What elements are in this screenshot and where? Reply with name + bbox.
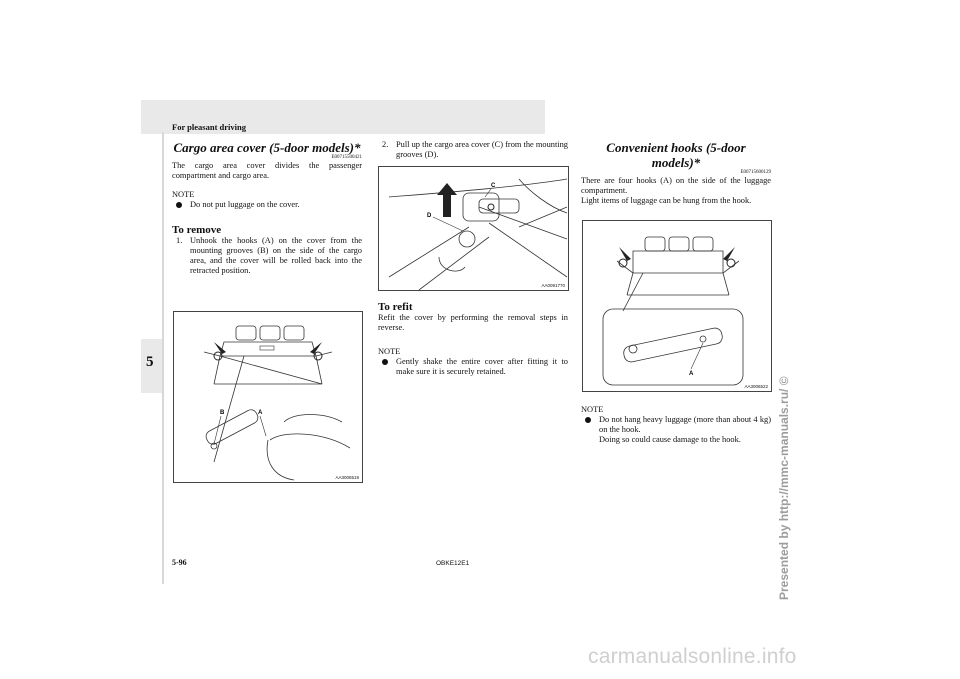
hooks-code: E00715600129 — [740, 170, 771, 175]
page-number: 5-96 — [172, 558, 187, 567]
hooks-title: Convenient hooks (5-door models)* — [606, 140, 746, 170]
bottom-watermark: carmanualsonline.info — [588, 645, 797, 668]
label-a: A — [689, 371, 694, 377]
note-item — [378, 357, 568, 377]
step-text: Pull up the cargo area cover (C) from the mounting grooves (D). — [396, 140, 568, 159]
note-text: Gently shake the entire cover after fitting it to make sure it is securely retained. — [396, 357, 568, 376]
remove-heading: To remove — [172, 224, 222, 236]
luggage-hooks-illustration — [583, 221, 771, 391]
label-b: B — [220, 410, 225, 416]
column-cargo-cover — [172, 140, 362, 276]
label-a: A — [258, 410, 263, 416]
hooks-line-1: There are four hooks (A) on the side of the luggage compartment. — [581, 176, 771, 195]
figure-code: AA3006519 — [335, 475, 359, 480]
note-text: Do not put luggage on the cover. — [190, 200, 300, 209]
cover-grooves-illustration — [379, 167, 568, 290]
note-line-2: Doing so could cause damage to the hook. — [599, 435, 741, 444]
section-title: For pleasant driving — [172, 122, 246, 132]
figure-code: AA0091770 — [541, 283, 565, 288]
step-1 — [172, 236, 362, 276]
cargo-cover-title: Cargo area cover (5-door models)* — [173, 140, 361, 155]
step-text: Unhook the hooks (A) on the cover from the mounting grooves (B) on the side of the cargo area, and the cover will be rolled back into the retracted position. — [190, 236, 362, 275]
note-item — [581, 415, 771, 445]
label-d: D — [427, 213, 432, 219]
bullet-icon — [382, 359, 388, 365]
arrow-up-icon — [437, 183, 457, 217]
column-hooks-note — [581, 405, 771, 445]
refit-text: Refit the cover by performing the removal steps in reverse. — [378, 313, 568, 332]
hooks-line-2: Light items of luggage can be hung from the hook. — [581, 196, 752, 205]
label-c: C — [491, 183, 496, 189]
note-item — [172, 200, 362, 210]
note-label: NOTE — [172, 190, 195, 199]
arrow-right-icon — [723, 247, 735, 261]
note-label: NOTE — [581, 405, 604, 414]
bullet-icon — [176, 202, 182, 208]
manual-code: OBKE12E1 — [436, 560, 470, 567]
vertical-watermark: Presented by http://mmc-manuals.ru/ © — [777, 376, 791, 600]
note-line-1: Do not hang heavy luggage (more than about 4 kg) on the hook. — [599, 415, 771, 434]
cargo-cover-code: E00715500421 — [331, 155, 362, 160]
step-number: 2. — [382, 140, 389, 149]
note-label: NOTE — [378, 347, 401, 356]
column-refit — [378, 301, 568, 377]
figure-code: AA3006522 — [744, 384, 768, 389]
column-convenient-hooks — [581, 140, 771, 206]
step-2 — [378, 140, 568, 160]
figure-cover-grooves — [378, 166, 569, 291]
step-number: 1. — [176, 236, 183, 245]
cargo-cover-illustration — [174, 312, 362, 482]
side-rule — [162, 132, 164, 584]
arrow-left-icon — [619, 247, 631, 261]
column-cargo-cover-continued — [378, 140, 568, 160]
figure-cargo-cover-hooks — [173, 311, 363, 483]
bullet-icon — [585, 417, 591, 423]
refit-heading: To refit — [378, 301, 413, 313]
figure-luggage-hooks — [582, 220, 772, 392]
chapter-number: 5 — [146, 354, 154, 370]
cargo-cover-intro: The cargo area cover divides the passenger compartment and cargo area. — [172, 161, 362, 180]
